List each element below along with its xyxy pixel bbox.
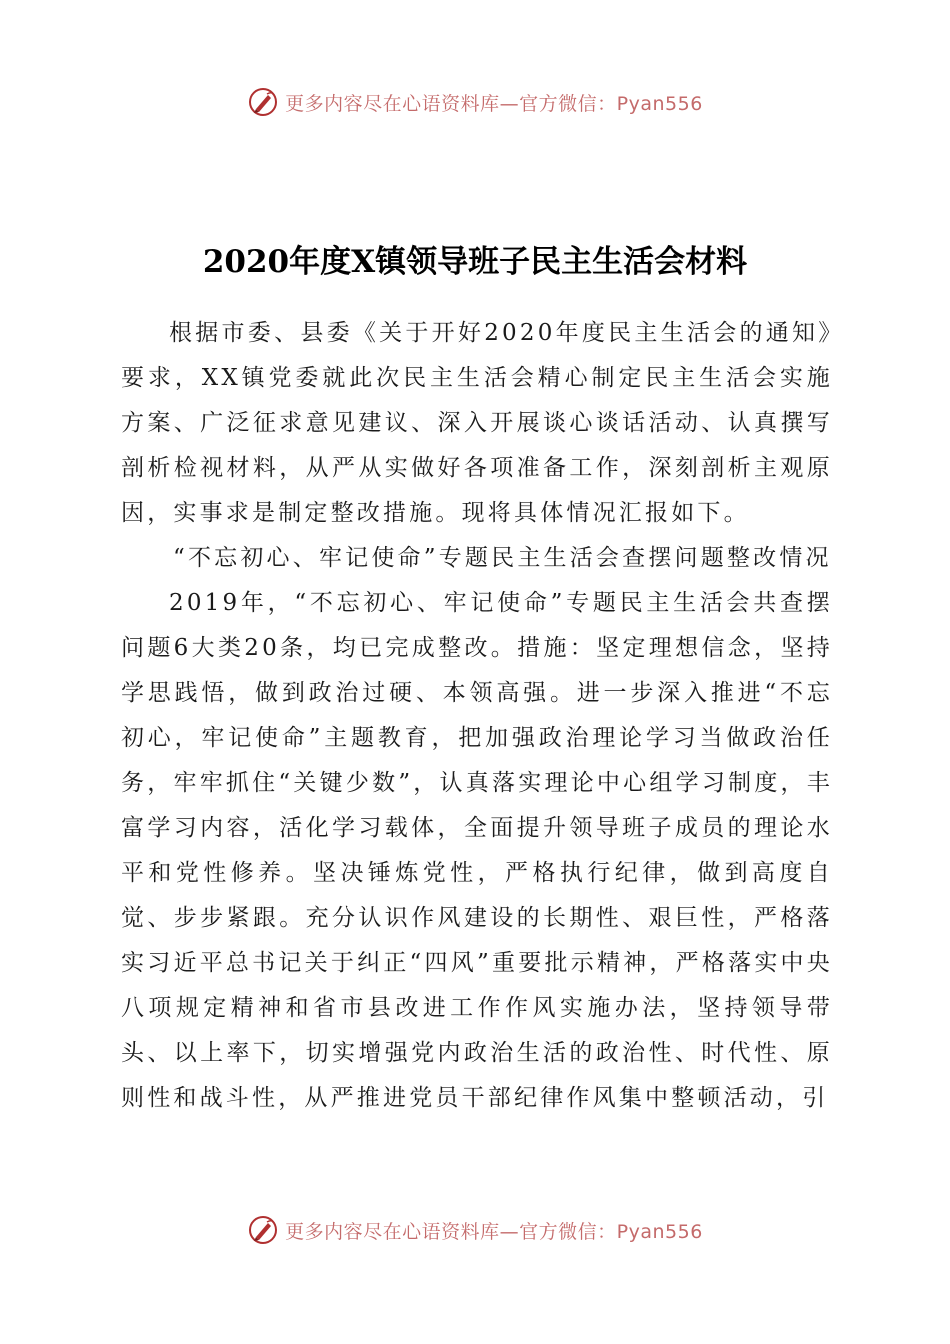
intro-paragraph: 根据市委、县委《关于开好2020年度民主生活会的通知》要求，XX镇党委就此次民主生活会精心制定民主生活会实施方案、广泛征求意见建议、深入开展谈心谈话活动、认真撰写剖析检视材料，从严从实做好各项准备工作，深刻剖析主观原因，实事求是制定整改措施。现将具体情况汇报如下。 [121, 320, 833, 526]
body-paragraph: 2019年，“不忘初心、牢记使命”专题民主生活会共查摆问题6大类20条，均已完成整改。措施：坚定理想信念，坚持学思践悟，做到政治过硬、本领高强。进一步深入推进“不忘初心，牢记使命”主题教育，把加强政治理论学习当做政治任务，牢牢抓住“关键少数”，认真落实理论中心组学习制度，丰富学习内容，活化学习载体，全面提升领导班子成员的理论水平和党性修养。坚决锤炼党性，严格执行纪律，做到高度自觉、步步紧跟。充分认识作风建设的长期性、艰巨性，严格落实习近平总书记关于纠正“四风”重要批示精神，严格落实中央八项规定精神和省市县改进工作作风实施办法，坚持领导带头、以上率下，切实增强党内政治生活的政治性、时代性、原则性和战斗性，从严推进党员干部纪律作风集中整顿活动，引 [121, 590, 833, 1111]
pen-nib-icon [247, 1214, 279, 1246]
pen-nib-icon [247, 86, 279, 118]
header-banner [0, 82, 950, 122]
footer-banner-text: 更多内容尽在心语资料库—官方微信：Pyan556 [285, 1220, 703, 1243]
section-heading: “不忘初心、牢记使命”专题民主生活会查摆问题整改情况 [173, 545, 832, 571]
document-title: 2020年度X镇领导班子民主生活会材料 [202, 244, 748, 280]
header-banner-text: 更多内容尽在心语资料库—官方微信：Pyan556 [285, 92, 703, 115]
footer-banner [0, 1210, 950, 1250]
document-body [121, 311, 833, 1121]
